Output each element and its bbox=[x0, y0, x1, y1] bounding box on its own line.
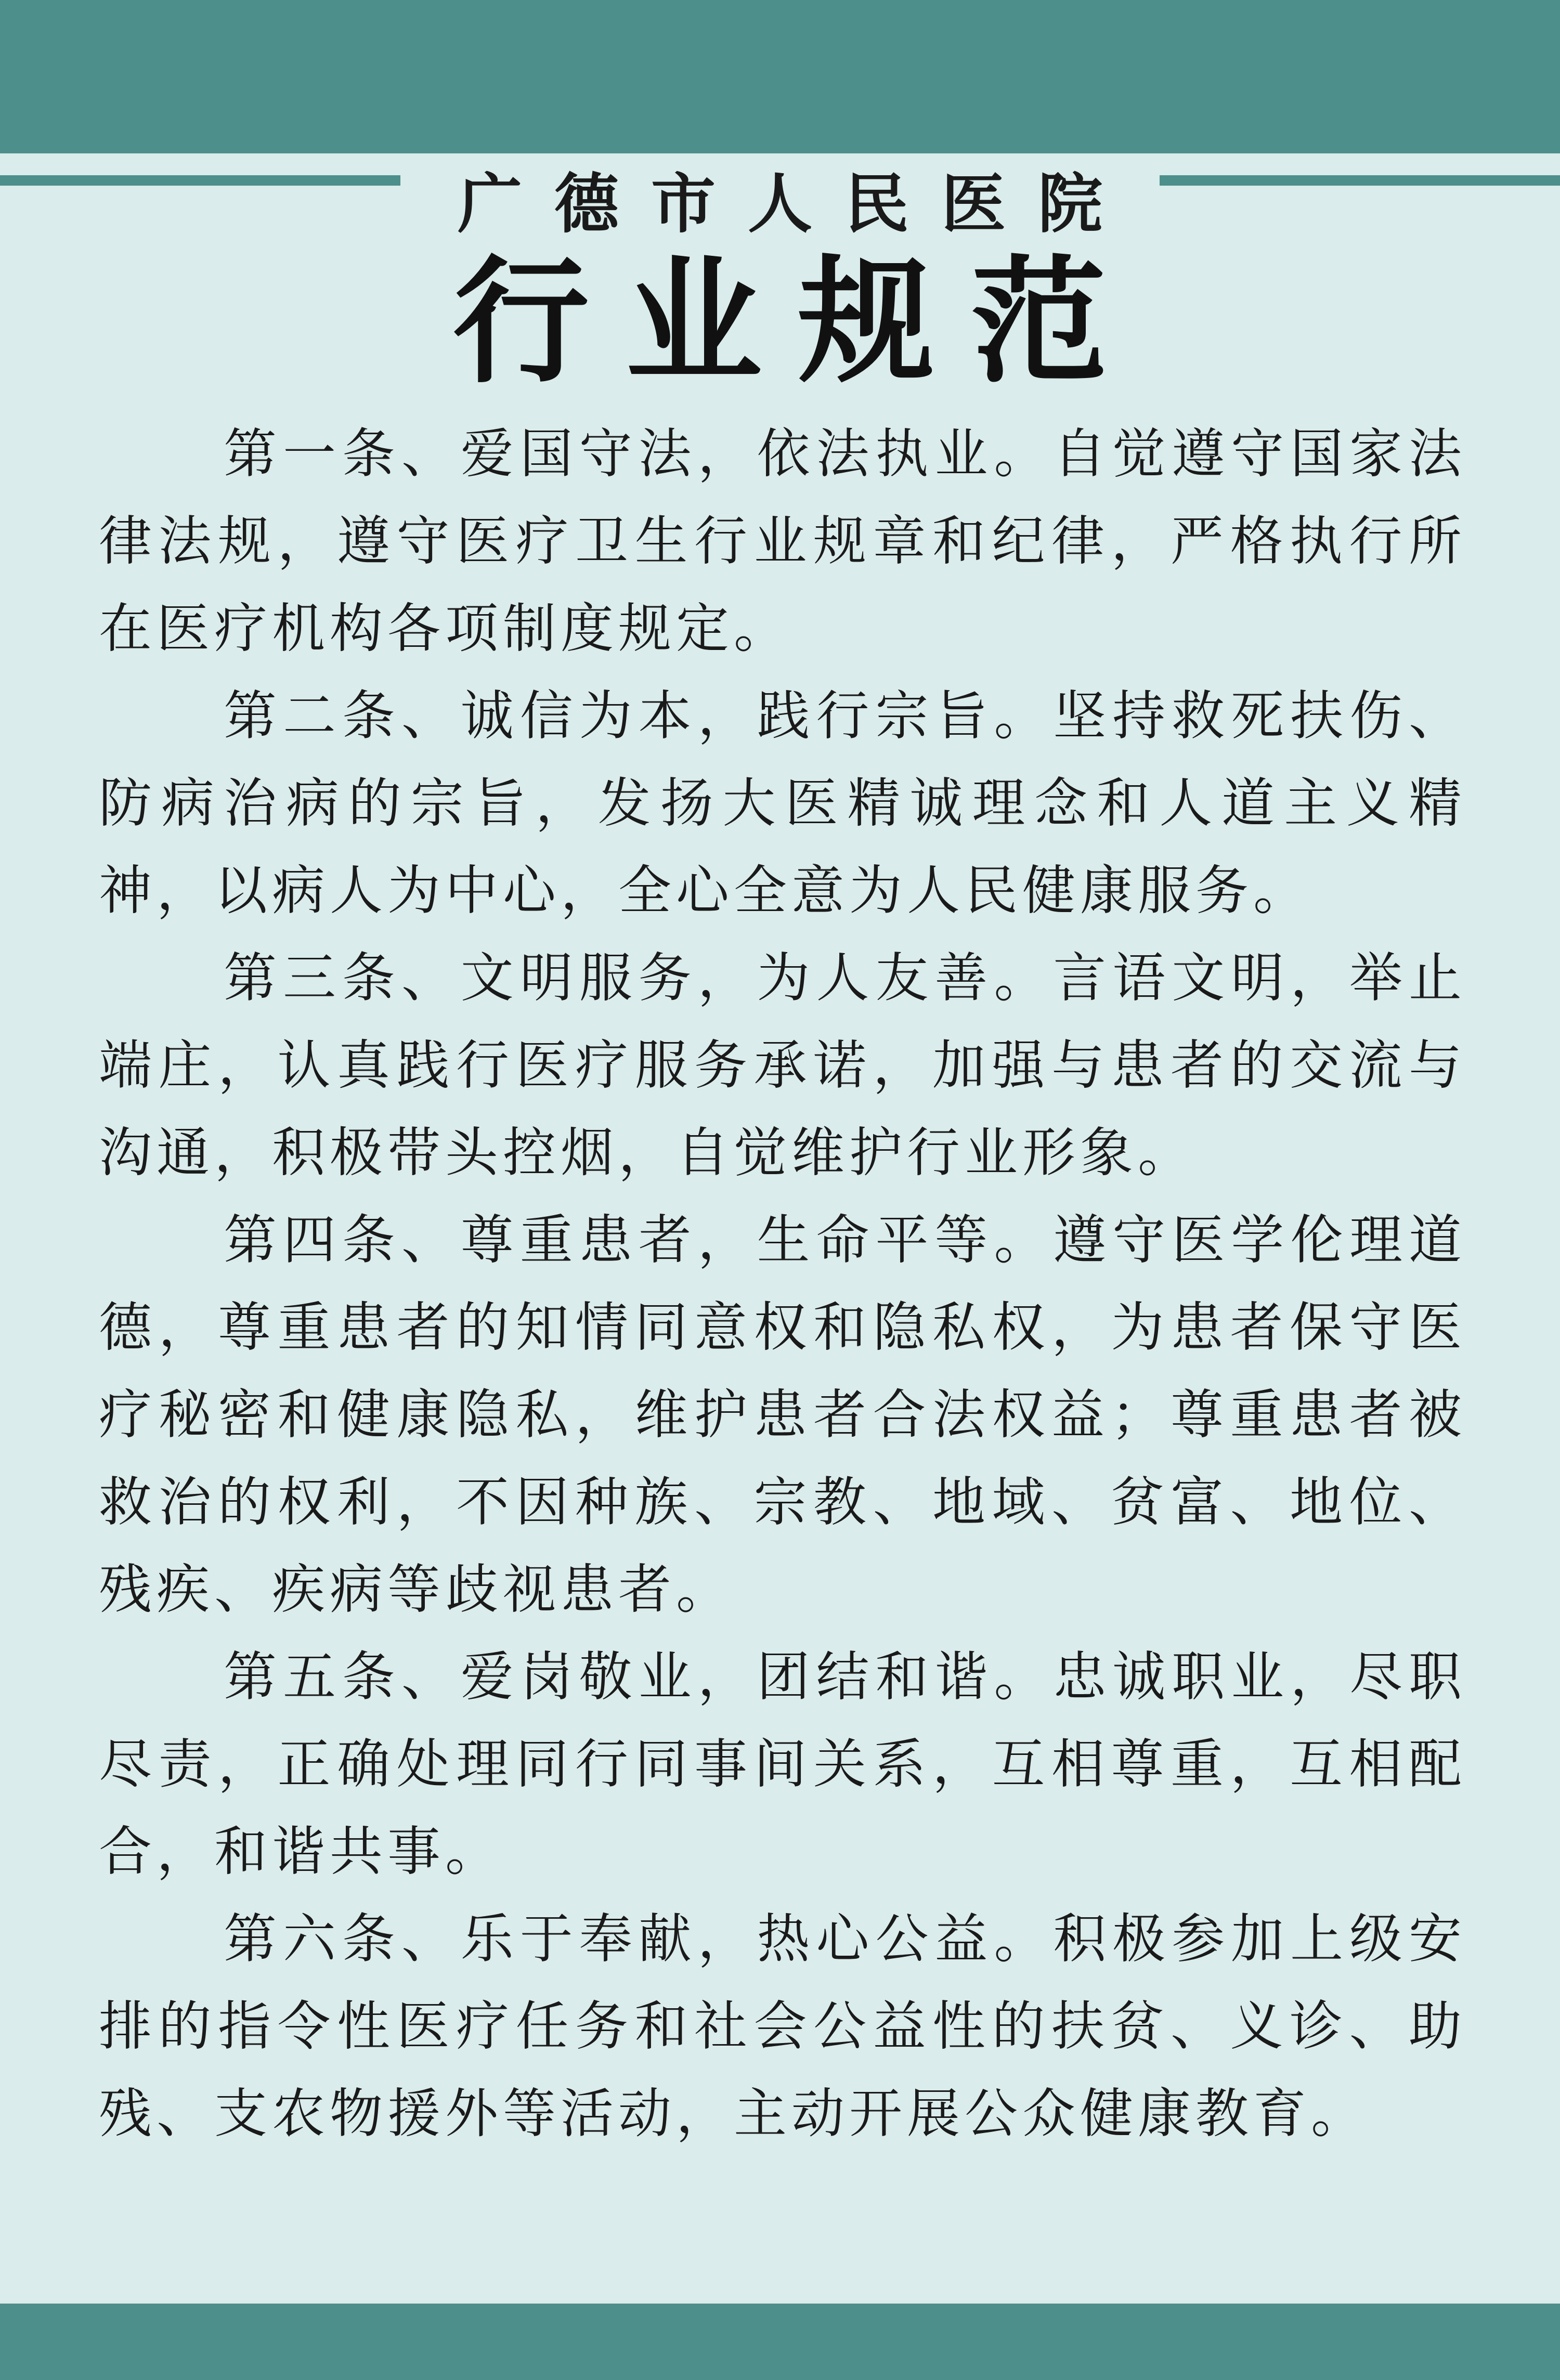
article-2: 第二条、诚信为本，践行宗旨。坚持救死扶伤、防病治病的宗旨，发扬大医精诚理念和人道主义精神，以病人为中心，全心全意为人民健康服务。 bbox=[99, 685, 1466, 922]
article-6: 第六条、乐于奉献，热心公益。积极参加上级安排的指令性医疗任务和社会公益性的扶贫、义诊、助残、支农物援外等活动，主动开展公众健康教育。 bbox=[99, 1908, 1466, 2145]
article-4: 第四条、尊重患者，生命平等。遵守医学伦理道德，尊重患者的知情同意权和隐私权，为患者保守医疗秘密和健康隐私，维护患者合法权益；尊重患者被救治的权利，不因种族、宗教、地域、贫富、地位、残疾、疾病等歧视患者。 bbox=[99, 1209, 1466, 1621]
hospital-name: 广德市人民医院 bbox=[457, 166, 1135, 242]
bottom-decorative-band bbox=[0, 2304, 1560, 2380]
articles-list bbox=[99, 411, 1466, 2158]
title-rule-right bbox=[1160, 175, 1560, 186]
title-rule-left bbox=[0, 175, 400, 186]
article-1: 第一条、爱国守法，依法执业。自觉遵守国家法律法规，遵守医疗卫生行业规章和纪律，严格执行所在医疗机构各项制度规定。 bbox=[99, 423, 1466, 660]
article-5: 第五条、爱岗敬业，团结和谐。忠诚职业，尽职尽责，正确处理同行同事间关系，互相尊重，互相配合，和谐共事。 bbox=[99, 1646, 1466, 1883]
article-3: 第三条、文明服务，为人友善。言语文明，举止端庄，认真践行医疗服务承诺，加强与患者的交流与沟通，积极带头控烟，自觉维护行业形象。 bbox=[99, 947, 1466, 1184]
page-title: 行业规范 bbox=[453, 243, 1143, 401]
top-decorative-band bbox=[0, 0, 1560, 153]
